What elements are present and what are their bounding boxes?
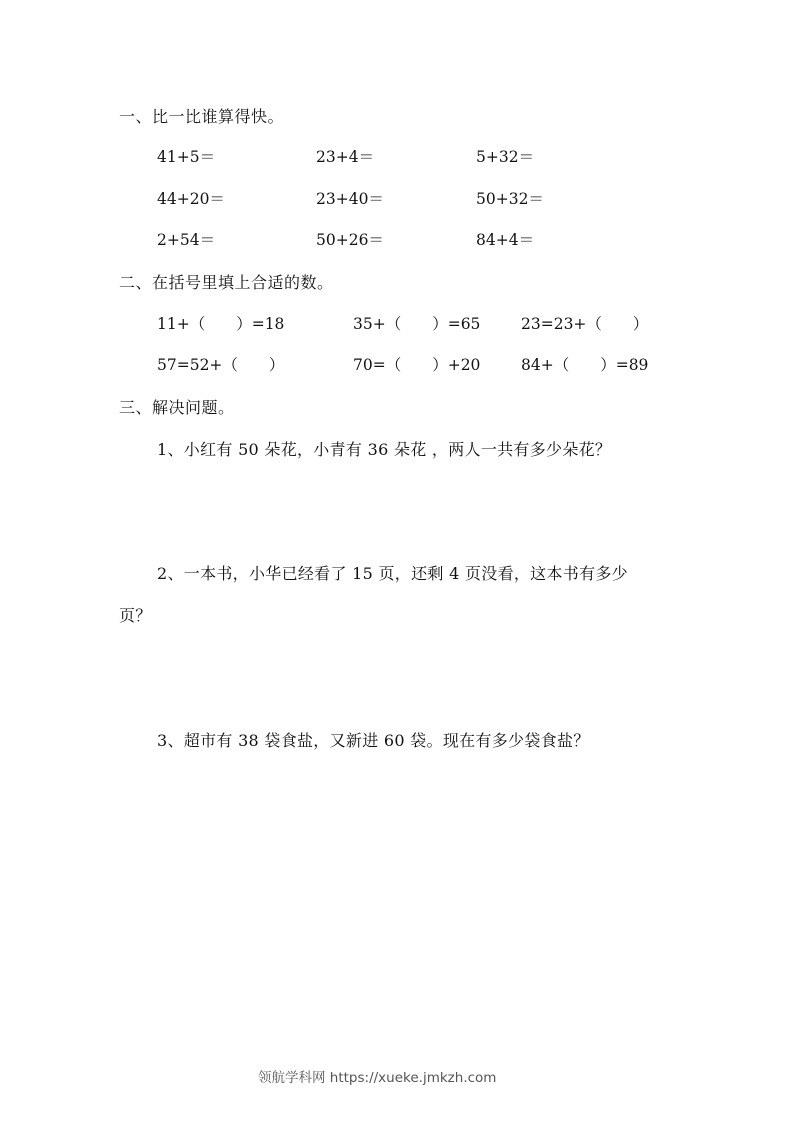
section2-row2-item3: 84+（ ）=89 — [521, 356, 649, 374]
problem-2-line1: 2、一本书，小华已经看了 15 页，还剩 4 页没看，这本书有多少 — [157, 564, 628, 583]
section1-row2-item3: 50+32＝ — [476, 190, 544, 208]
section1-row3-item3: 84+4＝ — [476, 231, 535, 249]
section1-row2-item2: 23+40＝ — [316, 190, 384, 208]
section1-row3-item1: 2+54＝ — [157, 231, 216, 249]
problem-3: 3、超市有 38 袋食盐，又新进 60 袋。现在有多少袋食盐？ — [157, 731, 590, 750]
section1-heading: 一、比一比谁算得快。 — [119, 107, 285, 126]
section2-row2-item1: 57=52+（ ） — [157, 356, 285, 374]
footer-source: 领航学科网 https://xueke.jmkzh.com — [258, 1070, 497, 1086]
section1-row1-item2: 23+4＝ — [316, 148, 375, 166]
section3-heading: 三、解决问题。 — [119, 398, 235, 417]
section1-row2-item1: 44+20＝ — [157, 190, 225, 208]
section2-row1-item3: 23=23+（ ） — [521, 315, 649, 333]
section2-row2-item2: 70=（ ）+20 — [353, 356, 481, 374]
problem-2-line2: 页？ — [119, 606, 152, 625]
section1-row1-item3: 5+32＝ — [476, 148, 535, 166]
section2-heading: 二、在括号里填上合适的数。 — [119, 273, 334, 292]
problem-1: 1、小红有 50 朵花，小青有 36 朵花 ，两人一共有多少朵花？ — [157, 440, 612, 459]
section2-row1-item2: 35+（ ）=65 — [353, 315, 481, 333]
section1-row1-item1: 41+5＝ — [157, 148, 216, 166]
section1-row3-item2: 50+26＝ — [316, 231, 384, 249]
section2-row1-item1: 11+（ ）=18 — [157, 315, 285, 333]
